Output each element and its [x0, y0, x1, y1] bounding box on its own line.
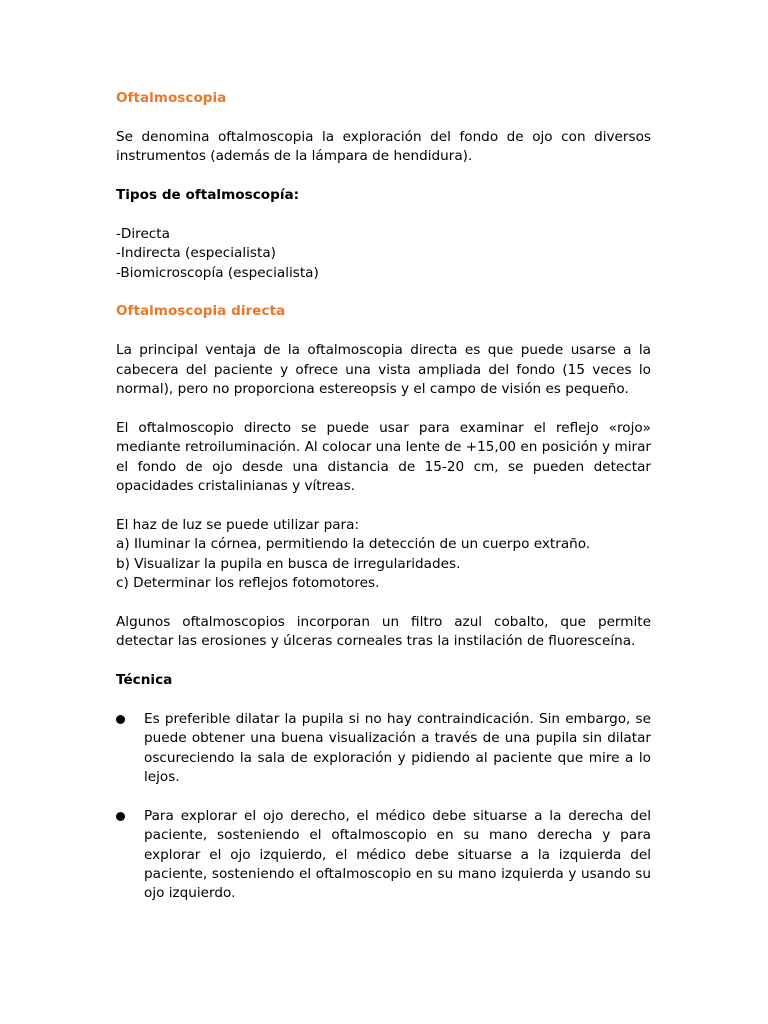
- direct-paragraph-2: El oftalmoscopio directo se puede usar para examinar el reflejo «rojo» mediante retroiluminación. Al colocar una lente de +15,00 en posición y mirar el fondo de ojo desde una distancia de 15-20 cm, se pueden detectar opacidades cristalinianas y vítreas.: [116, 419, 651, 495]
- light-intro: El haz de luz se puede utilizar para:: [116, 516, 360, 533]
- spacer: [116, 283, 651, 302]
- intro-paragraph: Se denomina oftalmoscopia la exploración del fondo de ojo con diversos instrumentos (además de la lámpara de hendidura).: [116, 128, 651, 165]
- spacer: [116, 167, 651, 186]
- spacer: [116, 399, 651, 418]
- bullet-icon: [116, 715, 125, 724]
- spacer: [116, 496, 651, 515]
- technique-bullet-text: Para explorar el ojo derecho, el médico debe situarse a la derecha del paciente, sosteniendo el oftalmoscopio en su mano derecha y para explorar el ojo izquierdo, el médico debe situarse a la izquierda del paciente, sosteniendo el oftalmoscopio en su mano izquierda y usando su ojo izquierdo.: [144, 807, 651, 902]
- type-item-biomicroscopia: -Biomicroscopía (especialista): [116, 264, 319, 281]
- technique-bullet-text: Es preferible dilatar la pupila si no hay contraindicación. Sin embargo, se puede obtener una buena visualización a través de una pupila sin dilatar oscureciendo la sala de exploración y pidiendo al paciente que mire a lo lejos.: [144, 710, 651, 786]
- light-use-c: c) Determinar los reflejos fotomotores.: [116, 575, 380, 592]
- technique-heading: Técnica: [116, 672, 173, 689]
- light-use-a: a) Iluminar la córnea, permitiendo la detección de un cuerpo extraño.: [116, 536, 591, 553]
- types-heading: Tipos de oftalmoscopía:: [116, 187, 300, 203]
- spacer: [116, 205, 651, 224]
- spacer: [116, 787, 651, 806]
- spacer: [116, 690, 651, 709]
- type-item-directa: -Directa: [116, 225, 170, 242]
- section-title-directa: Oftalmoscopia directa: [116, 303, 286, 320]
- section-title-oftalmoscopia: Oftalmoscopia: [116, 90, 227, 106]
- spacer: [116, 108, 651, 127]
- cobalt-paragraph: Algunos oftalmoscopios incorporan un filtro azul cobalto, que permite detectar las erosiones y úlceras corneales tras la instilación de fluoresceína.: [116, 613, 651, 650]
- spacer: [116, 322, 651, 341]
- technique-bullet-2: [116, 807, 651, 904]
- bullet-icon: [116, 812, 125, 821]
- technique-bullet-1: [116, 710, 651, 788]
- document-page: [116, 89, 651, 904]
- spacer: [116, 593, 651, 612]
- light-use-b: b) Visualizar la pupila en busca de irregularidades.: [116, 555, 461, 572]
- direct-paragraph-1: La principal ventaja de la oftalmoscopia directa es que puede usarse a la cabecera del paciente y ofrece una vista ampliada del fondo (15 veces lo normal), pero no proporciona estereopsis y el campo de visión es pequeño.: [116, 342, 651, 398]
- spacer: [116, 652, 651, 671]
- type-item-indirecta: -Indirecta (especialista): [116, 245, 276, 262]
